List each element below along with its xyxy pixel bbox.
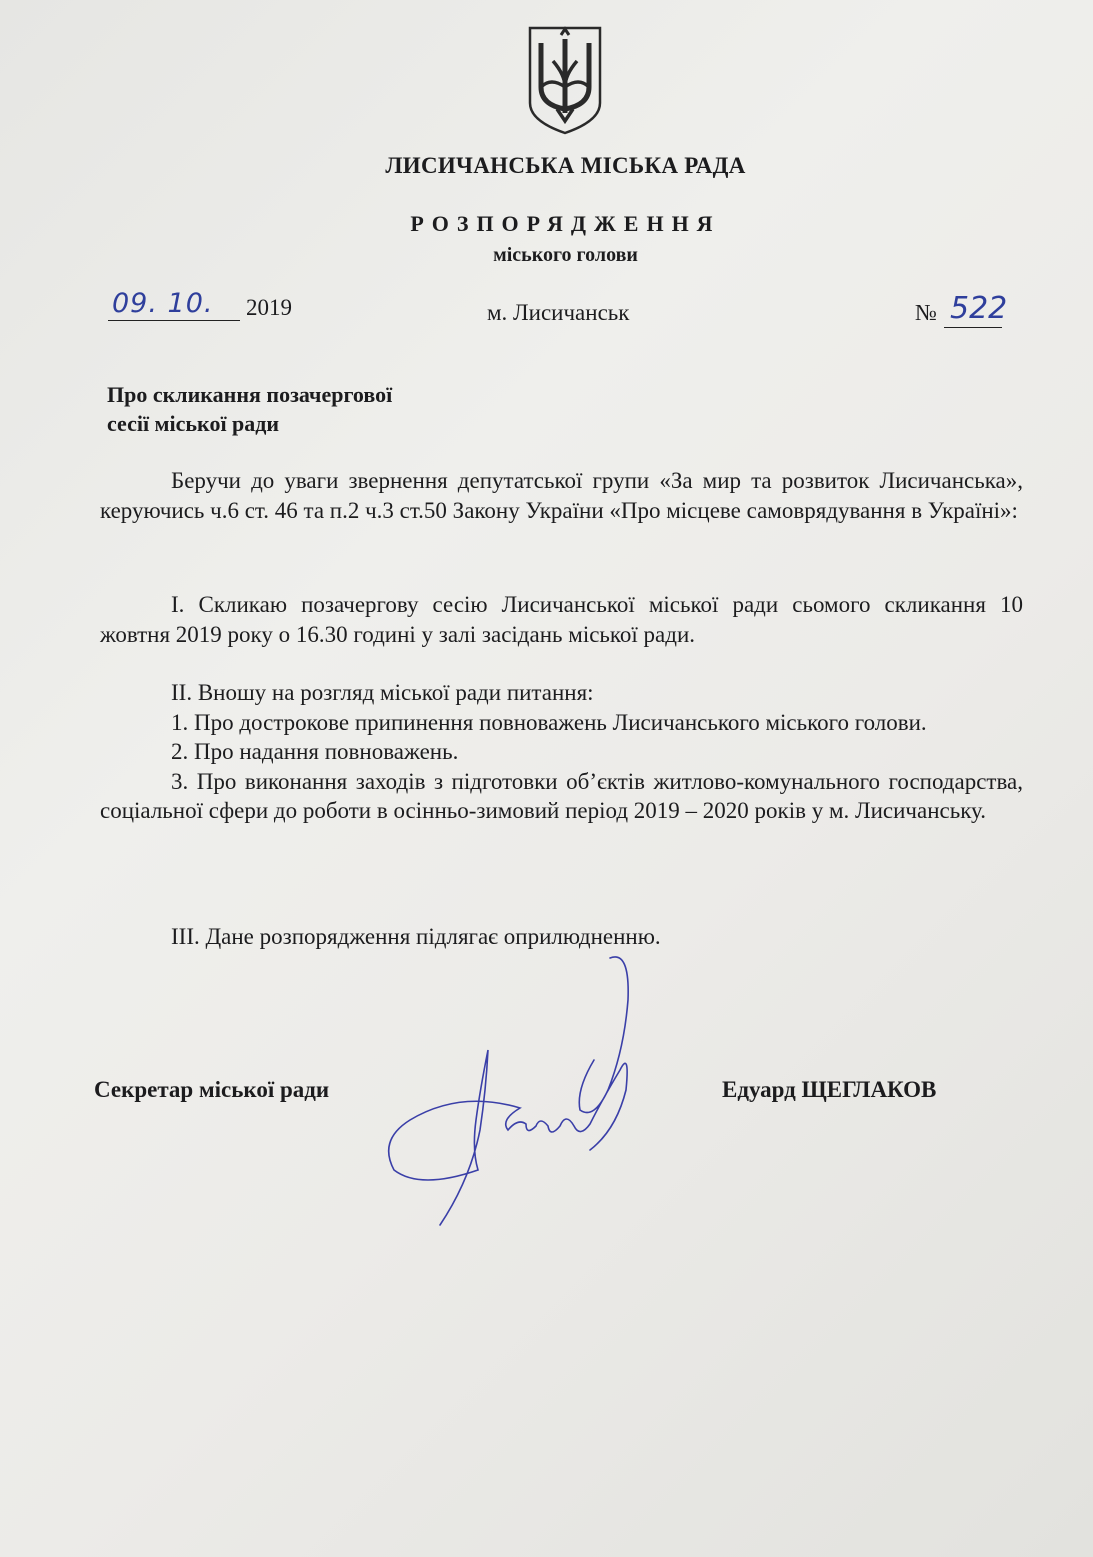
section-1-text: І. Скликаю позачергову сесію Лисичанської міської ради сьомого скликання 10 жовтня 2019 року о 16.30 годині у залі засідань міської ради.	[100, 592, 1023, 647]
trident-emblem-icon	[527, 25, 603, 135]
signatory-title: Секретар міської ради	[94, 1077, 330, 1102]
subject-line-2: сесії міської ради	[107, 411, 280, 436]
section-2-intro: ІІ. Вношу на розгляд міської ради питання:	[171, 680, 594, 705]
section-1-paragraph	[100, 590, 1023, 649]
section-3-text: ІІІ. Дане розпорядження підлягає оприлюдненню.	[171, 924, 661, 949]
date-field	[108, 290, 240, 321]
subject-line-1: Про скликання позачергової	[107, 382, 393, 407]
agenda-item-1: 1. Про дострокове припинення повноважень Лисичанського міського голови.	[171, 709, 927, 735]
council-name: ЛИСИЧАНСЬКА МІСЬКА РАДА	[385, 153, 746, 178]
date-year: 2019	[246, 295, 292, 320]
handwritten-date: 09. 10.	[112, 288, 214, 319]
number-field	[944, 291, 1008, 328]
preamble-paragraph	[100, 466, 1023, 525]
signatory-name: Едуард ЩЕГЛАКОВ	[722, 1077, 937, 1102]
agenda-item-3: 3. Про виконання заходів з підготовки об’єктів житлово-комунального господарства, соціальної сфери до роботи в осінньо-зимовий період 2019 – 2020 років у м. Лисичанську.	[100, 768, 1023, 823]
document-subtype: міського голови	[493, 244, 638, 266]
handwritten-signature	[380, 940, 660, 1240]
agenda-item-2: 2. Про надання повноважень.	[171, 739, 459, 764]
document-type: РОЗПОРЯДЖЕННЯ	[410, 211, 721, 236]
city-name: м. Лисичанськ	[487, 300, 630, 325]
preamble-text: Беручи до уваги звернення депутатської групи «За мир та розвиток Лисичанська», керуючись ч.6 ст. 46 та п.2 ч.3 ст.50 Закону України «Про місцеве самоврядування в Україні»:	[100, 468, 1023, 523]
document-subject	[107, 380, 392, 438]
section-2-block	[100, 678, 1023, 826]
number-label: №	[915, 300, 937, 325]
handwritten-number: 522	[950, 291, 1008, 326]
